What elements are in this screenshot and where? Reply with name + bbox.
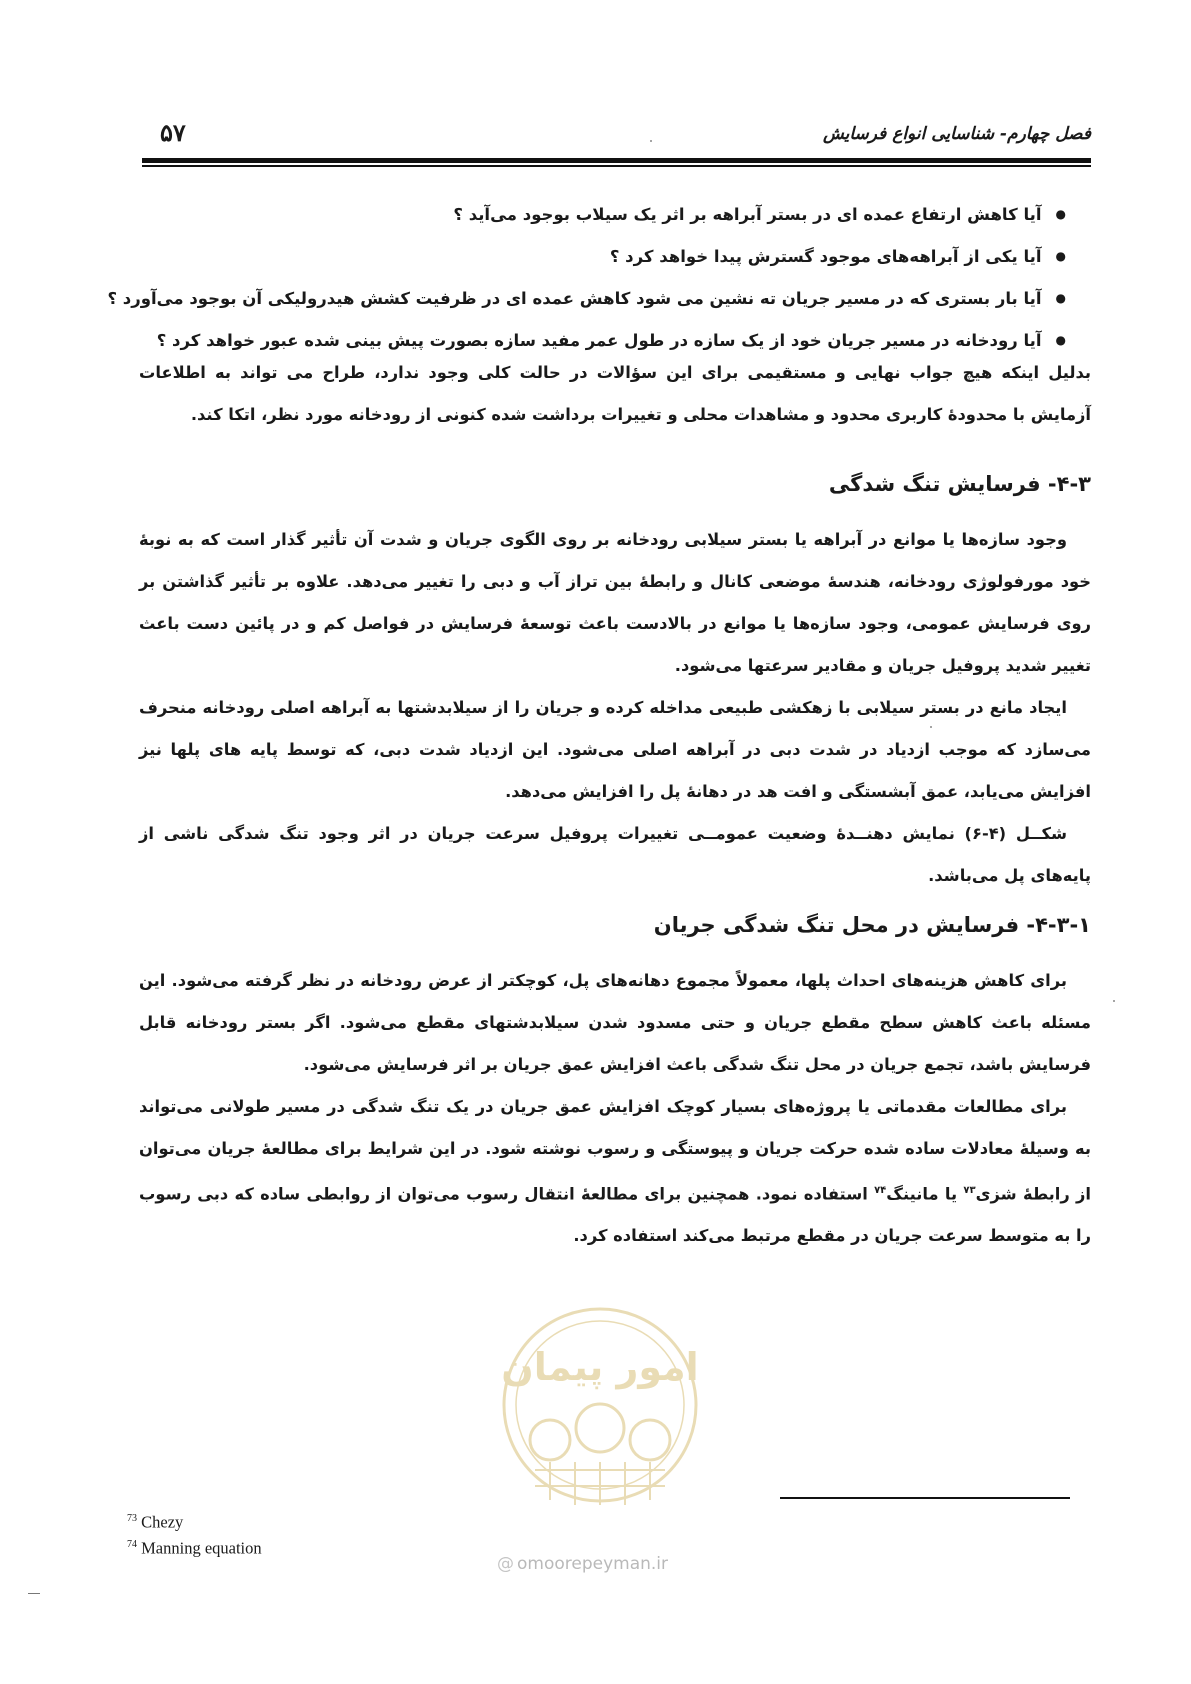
header-rule-thin — [142, 165, 1091, 167]
question-list — [107, 194, 1066, 362]
question-item: ● آیا یکی از آبراهه‌های موجود گسترش پیدا خواهد کرد ؟ — [166, 236, 1066, 278]
scan-speck — [650, 140, 652, 142]
watermark-site — [497, 1554, 668, 1574]
question-item: ● آیا کاهش ارتفاع عمده ای در بستر آبراهه بر اثر یک سیلاب بوجود می‌آید ؟ — [166, 194, 1066, 236]
body-paragraph: ایجاد مانع در بستر سیلابی با زهکشی طبیعی مداخله کرده و جریان را از سیلابدشتها به آبراهه اصلی رودخانه منحرف می‌سازد که موجب ازدیاد در شدت دبی در آبراهه اصلی می‌شود. این ازدیاد شدت دبی، که توسط پایه های پلها نیز افزایش می‌یابد، عمق آبشستگی و افت هد در دهانهٔ پل را افزایش می‌دهد. — [139, 698, 1091, 801]
scan-speck — [930, 726, 932, 728]
question-item: ● آیا رودخانه در مسیر جریان خود از یک سازه در طول عمر مفید سازه بصورت پیش بینی شده عبور خواهد کرد ؟ — [166, 320, 1066, 362]
header-rule-thick — [142, 158, 1091, 163]
footnote-rule — [780, 1497, 1070, 1499]
footnote-text: Chezy — [141, 1512, 184, 1532]
scan-speck — [1113, 1000, 1115, 1002]
chapter-title: فصل چهارم- شناسایی انواع فرسایش — [822, 124, 1091, 144]
footnote-ref: ۷۳ — [963, 1185, 976, 1196]
body-paragraph: وجود سازه‌ها یا موانع در آبراهه یا بستر سیلابی رودخانه بر روی الگوی جریان و شدت آن تأثیر گذار است که به نوبهٔ خود مورفولوژی رودخانه، هندسهٔ موضعی کانال و رابطهٔ بین تراز آب و دبی را تغییر می‌دهد. علاوه بر تأثیر گذاشتن بر روی فرسایش عمومی، وجود سازه‌ها یا موانع در بالادست باعث توسعهٔ فرسایش در فواصل کم و در پائین دست باعث تغییر شدید پروفیل جریان و مقادیر سرعتها می‌شود. — [139, 530, 1091, 675]
at-icon: @ — [497, 1554, 514, 1574]
footnote-text: Manning equation — [141, 1538, 262, 1557]
footnote-item — [127, 1508, 262, 1534]
watermark-logo — [495, 1300, 705, 1550]
body-paragraph — [139, 1086, 1091, 1257]
paragraph-text: استفاده نمود. همچنین برای مطالعهٔ انتقال رسوب می‌توان از روابطی ساده که دبی رسوب را به متوسط سرعت جریان در مقطع مرتبط می‌کند استفاده کرد. — [139, 1184, 1091, 1246]
paragraph-text: برای مطالعات مقدماتی یا پروژه‌های بسیار کوچک افزایش عمق جریان در یک تنگ شدگی در مسیر طولانی می‌تواند به وسیلهٔ معادلات ساده شده حرکت جریان و پیوستگی و رسوب نوشته شود. در این شرایط برای مطالعهٔ جریان می‌توان از رابطهٔ شزی — [139, 1097, 1091, 1204]
footnote-number: 74 — [127, 1538, 137, 1550]
intro-paragraph: بدلیل اینکه هیچ جواب نهایی و مستقیمی برای این سؤالات در حالت کلی وجود ندارد، طراح می تواند به اطلاعات آزمایش با محدودهٔ کاربری محدود و مشاهدات محلی و تغییرات برداشت شده کنونی از رودخانه مورد نظر، اتکا کند. — [139, 363, 1091, 424]
question-item: ● آیا بار بستری که در مسیر جریان ته نشین می شود کاهش عمده ای در ظرفیت کشش هیدرولیکی آن بوجود می‌آورد ؟ — [166, 278, 1066, 320]
body-paragraph: شکــل (۴-۶) نمایش دهنــدهٔ وضعیت عمومــی تغییرات پروفیل سرعت جریان در اثر وجود تنگ شدگی ناشی از پایه‌های پل می‌باشد. — [139, 824, 1091, 885]
footnotes — [127, 1508, 262, 1559]
footnote-ref: ۷۴ — [874, 1185, 887, 1196]
paragraph-text: یا مانینگ — [886, 1184, 964, 1204]
body-paragraph: برای کاهش هزینه‌های احداث پلها، معمولاً مجموع دهانه‌های پل، کوچکتر از عرض رودخانه در نظر گرفته می‌شود. این مسئله باعث کاهش سطح مقطع جریان و حتی مسدود شدن سیلابدشتهای مقطع می‌شود. اگر بستر رودخانه قابل فرسایش باشد، تجمع جریان در محل تنگ شدگی باعث افزایش عمق جریان بر اثر فرسایش می‌شود. — [139, 971, 1091, 1074]
footnote-number: 73 — [127, 1513, 137, 1524]
footnote-item — [127, 1534, 262, 1560]
subsection-heading: ۴-۳-۱- فرسایش در محل تنگ شدگی جریان — [653, 913, 1091, 937]
page-number: ۵۷ — [160, 118, 186, 147]
margin-mark — [28, 1593, 40, 1594]
watermark-logo-text: امور پیمان — [501, 1345, 699, 1389]
watermark-site-text: omoorepeyman.ir — [517, 1554, 669, 1574]
section-heading: ۴-۳- فرسایش تنگ شدگی — [828, 472, 1091, 496]
